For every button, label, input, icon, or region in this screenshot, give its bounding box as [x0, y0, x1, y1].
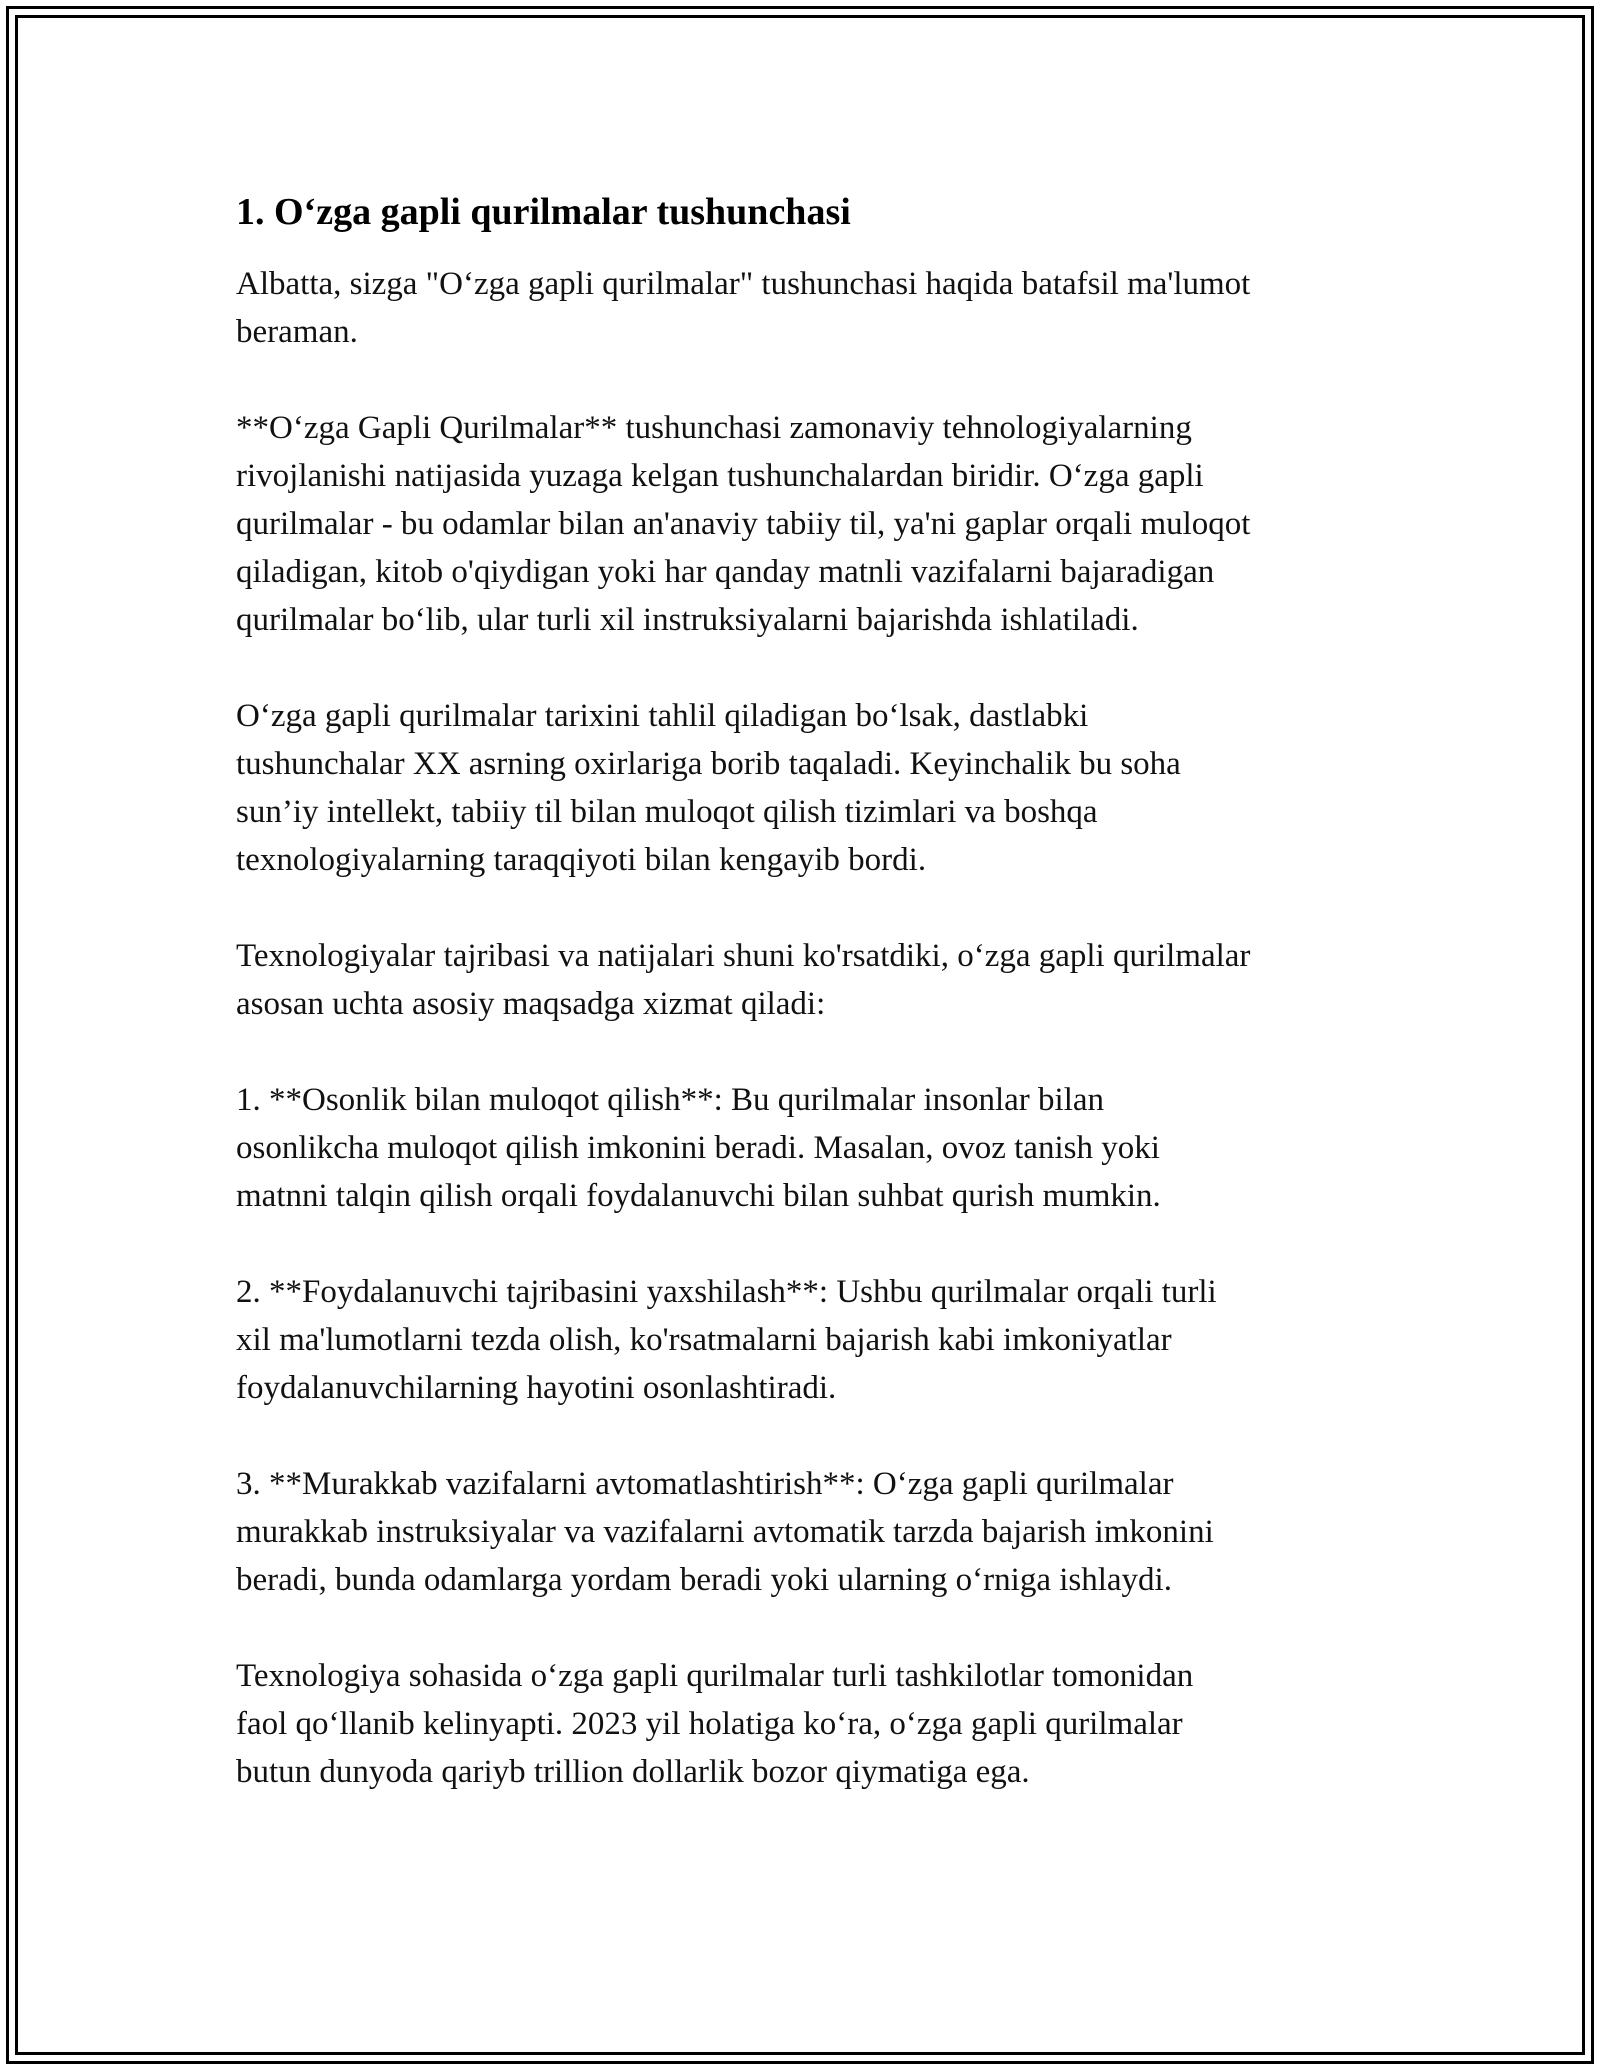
list-item-automation: 3. **Murakkab vazifalarni avtomatlashtirish**: O‘zga gapli qurilmalar murakkab instruksiyalar va vazifalarni avtomatik tarzda bajarish imkonini beradi, bunda odamlarga yordam beradi yoki ularning o‘rniga ishlaydi.: [236, 1466, 1214, 1598]
list-item-communication: 1. **Osonlik bilan muloqot qilish**: Bu qurilmalar insonlar bilan osonlikcha muloqot qilish imkonini beradi. Masalan, ovoz tanish yoki matnni talqin qilish orqali foydalanuvchi bilan suhbat qurish mumkin.: [236, 1082, 1161, 1214]
paragraph-definition: **O‘zga Gapli Qurilmalar** tushunchasi zamonaviy tehnologiyalarning rivojlanishi natijasida yuzaga kelgan tushunchalardan biridir. O‘zga gapli qurilmalar - bu odamlar bilan an'anaviy tabiiy til, ya'ni gaplar orqali muloqot qiladigan, kitob o'qiydigan yoki har qanday matnli vazifalarni bajaradigan qurilmalar bo‘lib, ular turli xil instruksiyalarni bajarishda ishlatiladi.: [236, 410, 1251, 638]
section-heading: 1. O‘zga gapli qurilmalar tushunchasi: [236, 191, 851, 233]
list-item-user-experience: 2. **Foydalanuvchi tajribasini yaxshilash**: Ushbu qurilmalar orqali turli xil ma'lumotlarni tezda olish, ko'rsatmalarni bajarish kabi imkoniyatlar foydalanuvchilarning hayotini osonlashtiradi.: [236, 1274, 1217, 1406]
paragraph-history: O‘zga gapli qurilmalar tarixini tahlil qiladigan bo‘lsak, dastlabki tushunchalar XX asrning oxirlariga borib taqaladi. Keyinchalik bu soha sun’iy intellekt, tabiiy til bilan muloqot qilish tizimlari va boshqa texnologiyalarning taraqqiyoti bilan kengayib bordi.: [236, 698, 1181, 878]
paragraph-purposes-intro: Texnologiyalar tajribasi va natijalari shuni ko'rsatdiki, o‘zga gapli qurilmalar asosan uchta asosiy maqsadga xizmat qiladi:: [236, 938, 1251, 1022]
paragraph-market: Texnologiya sohasida o‘zga gapli qurilmalar turli tashkilotlar tomonidan faol qo‘llanib kelinyapti. 2023 yil holatiga ko‘ra, o‘zga gapli qurilmalar butun dunyoda qariyb trillion dollarlik bozor qiymatiga ega.: [236, 1658, 1194, 1790]
paragraph-intro: Albatta, sizga "O‘zga gapli qurilmalar" tushunchasi haqida batafsil ma'lumot beraman.: [236, 266, 1251, 350]
document-body: [236, 186, 1396, 1844]
